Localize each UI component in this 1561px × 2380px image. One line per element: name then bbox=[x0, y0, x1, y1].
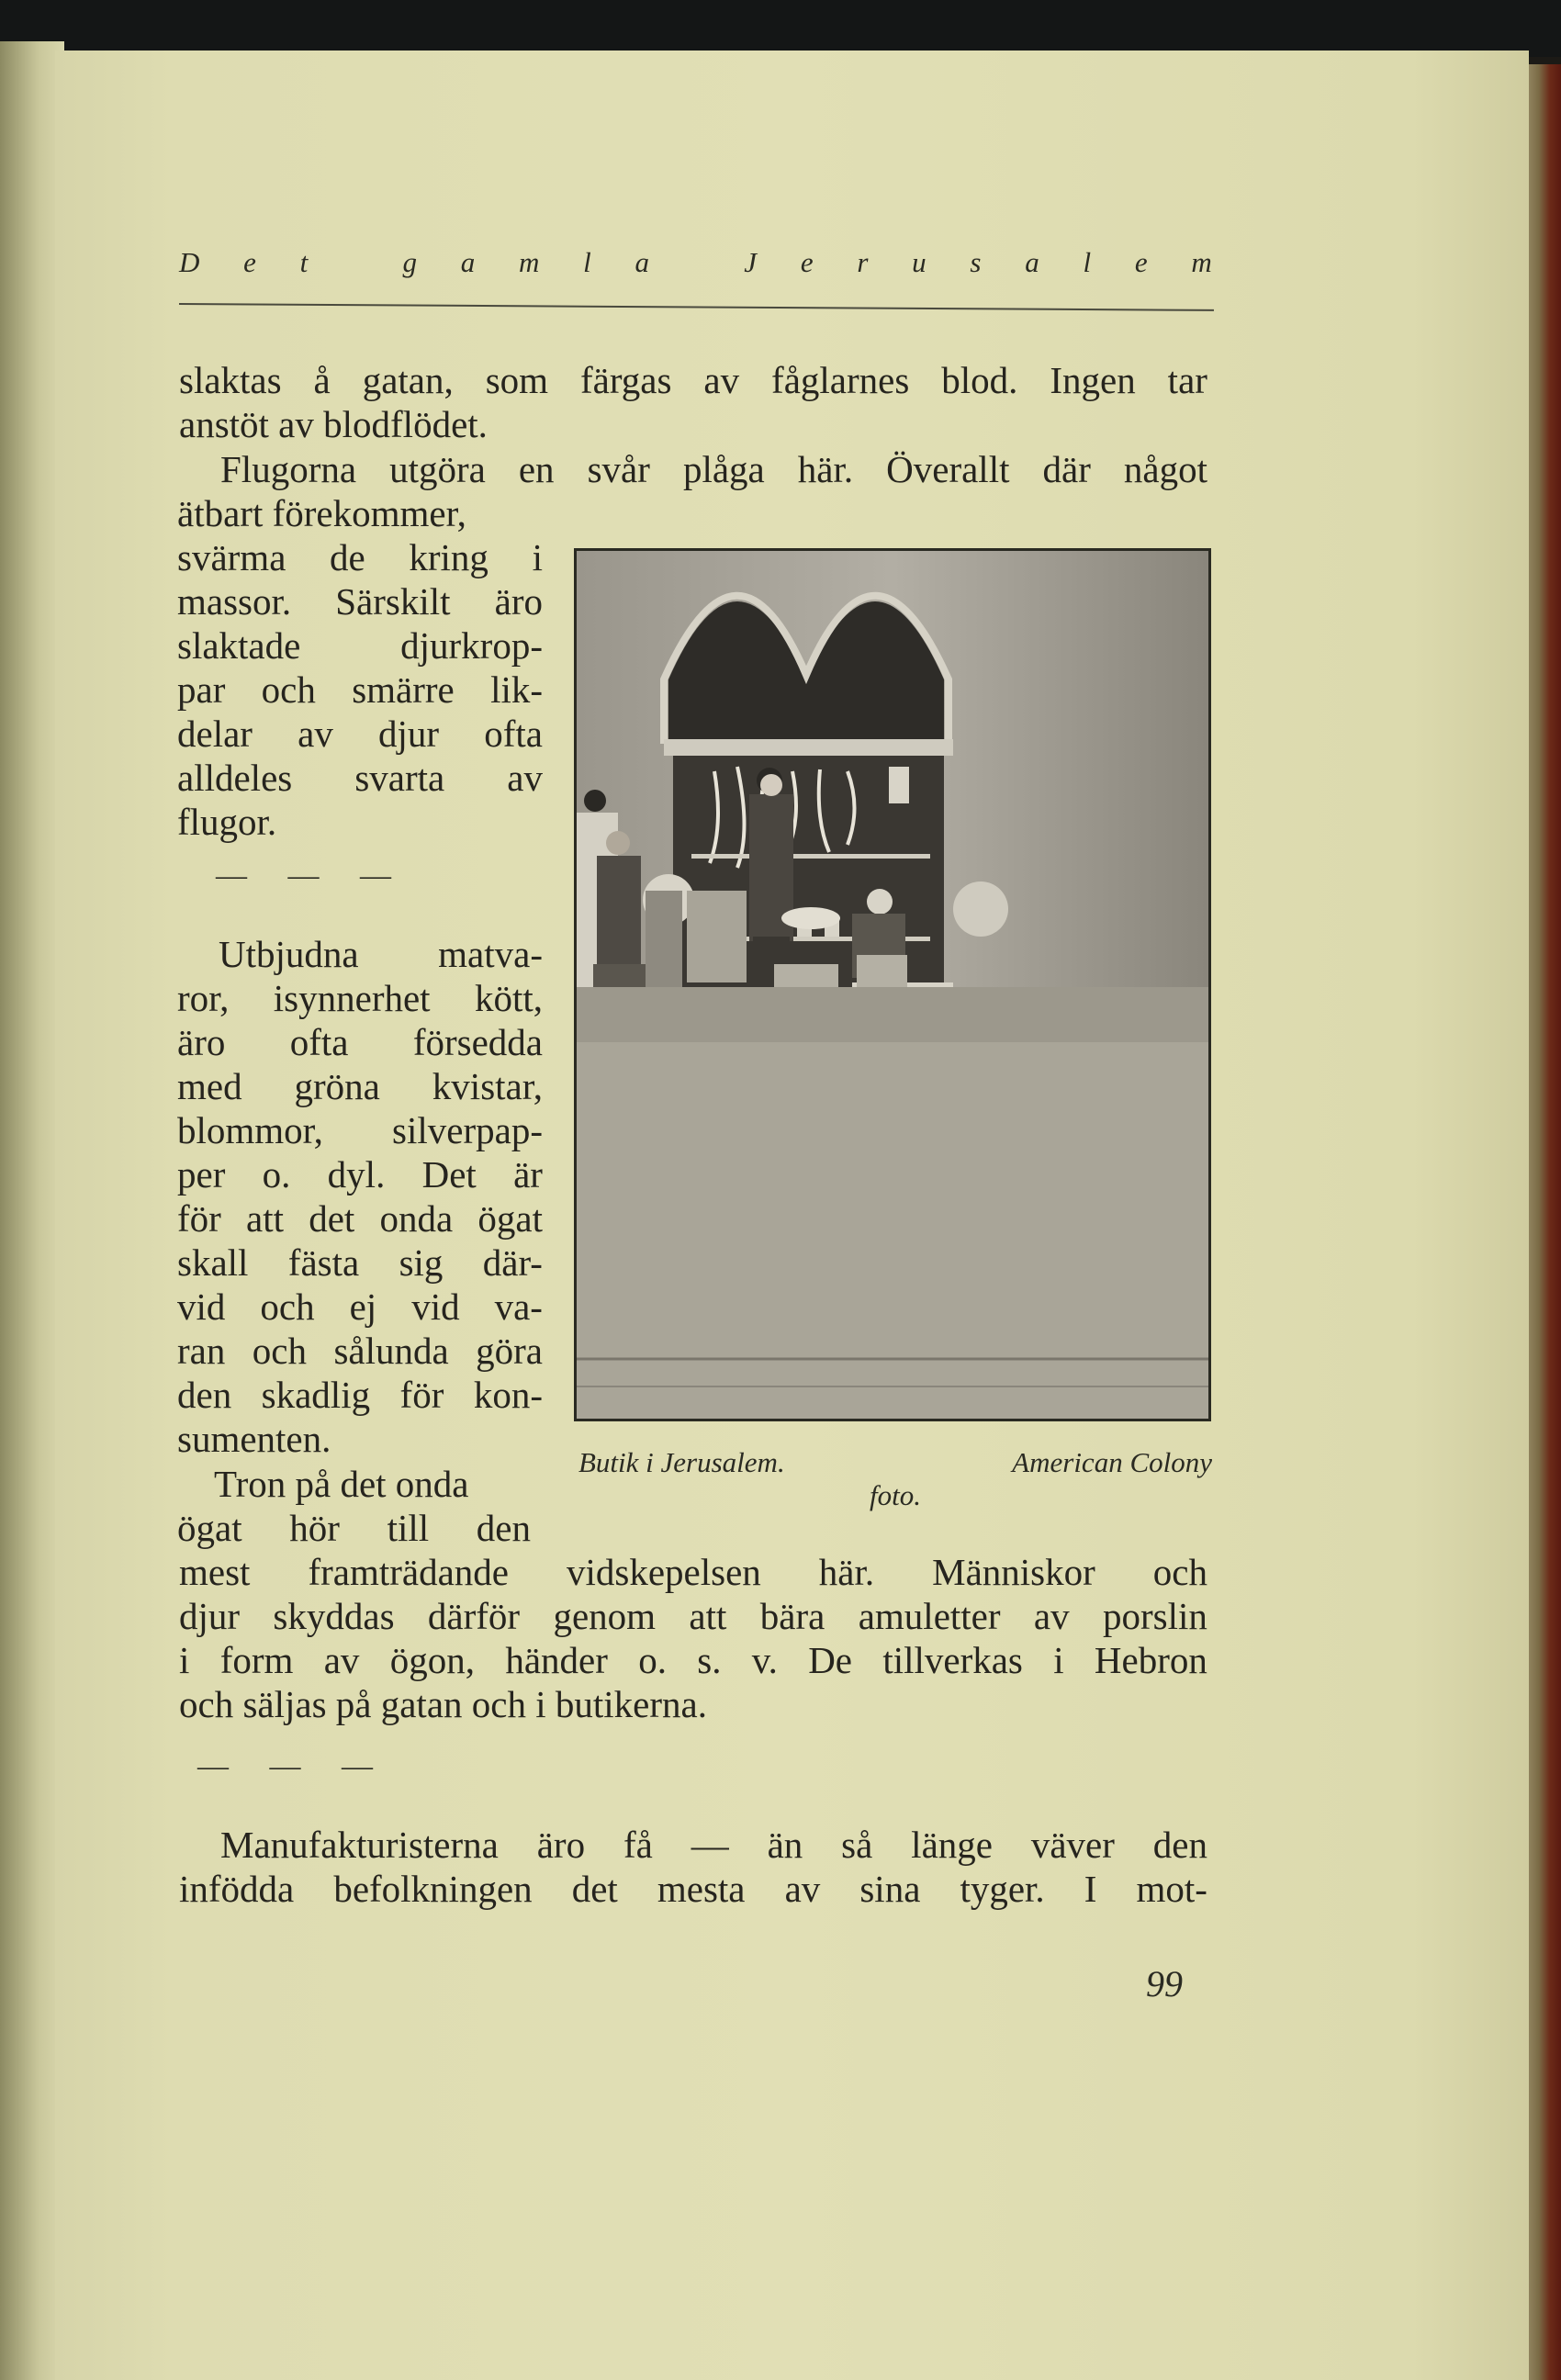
word: göra bbox=[476, 1330, 543, 1372]
running-head-letter: D bbox=[179, 246, 200, 278]
word: fästa bbox=[287, 1241, 360, 1284]
word: utgöra bbox=[389, 448, 486, 490]
word: v. bbox=[751, 1639, 778, 1681]
text-line bbox=[177, 535, 543, 579]
word: Särskilt bbox=[335, 580, 451, 623]
word: den bbox=[476, 1507, 531, 1549]
word: bära bbox=[759, 1595, 825, 1637]
word: sig bbox=[399, 1241, 444, 1284]
word: Människor bbox=[932, 1551, 1095, 1593]
text-line bbox=[179, 1594, 1207, 1638]
word: gröna bbox=[294, 1065, 380, 1107]
caption-title: Butik i Jerusalem. bbox=[578, 1446, 785, 1478]
text-line bbox=[177, 623, 543, 668]
word: i bbox=[1053, 1639, 1064, 1681]
word: en bbox=[518, 448, 555, 490]
word: därför bbox=[427, 1595, 521, 1637]
word: djurkrop- bbox=[400, 624, 543, 667]
text-line bbox=[177, 712, 543, 756]
word: är bbox=[513, 1153, 543, 1196]
running-head-letter: t bbox=[299, 246, 309, 278]
shop-photo-illustration bbox=[577, 551, 1208, 1419]
word: av bbox=[298, 713, 333, 755]
word: äro bbox=[494, 580, 543, 623]
word: sålunda bbox=[333, 1330, 449, 1372]
word: till bbox=[387, 1507, 430, 1549]
word: och bbox=[260, 1285, 315, 1328]
word: blod. bbox=[941, 359, 1018, 401]
paragraph-2-first-line bbox=[179, 447, 1207, 491]
word: porslin bbox=[1102, 1595, 1207, 1637]
text-line bbox=[179, 1823, 1207, 1867]
text-line bbox=[179, 447, 1207, 491]
shop-photograph bbox=[574, 548, 1211, 1421]
word: av bbox=[784, 1868, 821, 1910]
word: ror, bbox=[177, 977, 230, 1019]
word: det bbox=[309, 1197, 355, 1240]
word: massor. bbox=[177, 580, 292, 623]
text-line bbox=[177, 1196, 543, 1241]
word: av bbox=[507, 757, 543, 799]
scanner-background bbox=[0, 0, 1561, 57]
word: här. bbox=[818, 1551, 875, 1593]
word: s. bbox=[697, 1639, 722, 1681]
word: blommor, bbox=[177, 1109, 323, 1151]
running-head-letter bbox=[352, 246, 359, 279]
running-head-letter: m bbox=[1191, 246, 1212, 278]
text-line bbox=[177, 1064, 543, 1108]
word: tillverkas bbox=[882, 1639, 1023, 1681]
word: de bbox=[330, 536, 365, 578]
text-line: Tron på det onda bbox=[214, 1463, 469, 1505]
word: ögon, bbox=[389, 1639, 475, 1681]
caption-first-line bbox=[578, 1446, 1212, 1479]
word: väver bbox=[1030, 1824, 1115, 1866]
word: delar bbox=[177, 713, 253, 755]
running-head bbox=[179, 246, 1212, 279]
text-line: flugor. bbox=[177, 801, 277, 843]
running-head-letter: r bbox=[857, 246, 869, 278]
paragraph-4-column bbox=[177, 1462, 543, 1550]
text-line bbox=[179, 1550, 1207, 1594]
paragraph-2-column bbox=[177, 491, 543, 844]
section-separator: — — — bbox=[197, 1749, 389, 1783]
word: i bbox=[532, 536, 543, 578]
section-separator: — — — bbox=[216, 859, 408, 892]
word: Hebron bbox=[1094, 1639, 1207, 1681]
running-head-letter: a bbox=[460, 246, 476, 278]
running-head-letter: e bbox=[243, 246, 256, 278]
word: av bbox=[703, 359, 740, 401]
running-head-letter: m bbox=[519, 246, 540, 278]
text-line: och säljas på gatan och i butikerna. bbox=[179, 1683, 707, 1725]
text-line bbox=[177, 1241, 543, 1285]
word: Utbjudna bbox=[219, 933, 359, 975]
word: den bbox=[177, 1374, 232, 1416]
word: av bbox=[323, 1639, 360, 1681]
running-head-letter: e bbox=[800, 246, 814, 278]
caption-credit: American Colony bbox=[1012, 1446, 1212, 1478]
word: och bbox=[252, 1330, 307, 1372]
word: försedda bbox=[412, 1021, 543, 1063]
word: än bbox=[767, 1824, 803, 1866]
word: som bbox=[485, 359, 549, 401]
word: Manufakturisterna bbox=[220, 1824, 499, 1866]
word: ran bbox=[177, 1330, 226, 1372]
word: slaktade bbox=[177, 624, 301, 667]
word: där bbox=[1042, 448, 1091, 490]
word: händer bbox=[505, 1639, 608, 1681]
word: äro bbox=[177, 1021, 226, 1063]
text-line bbox=[177, 932, 543, 976]
running-head-letter bbox=[693, 246, 701, 279]
word: vidskepelsen bbox=[566, 1551, 761, 1593]
paragraph-3 bbox=[177, 932, 543, 1461]
word: kött, bbox=[474, 977, 543, 1019]
word: här. bbox=[797, 448, 854, 490]
word: gatan, bbox=[362, 359, 454, 401]
word: kvistar, bbox=[432, 1065, 543, 1107]
word: framträdande bbox=[308, 1551, 509, 1593]
book-cover-edge bbox=[1524, 64, 1561, 2380]
word: matva- bbox=[438, 933, 543, 975]
text-line bbox=[177, 1373, 543, 1417]
word: dyl. bbox=[327, 1153, 386, 1196]
text-line bbox=[177, 976, 543, 1020]
word: att bbox=[689, 1595, 727, 1637]
word: och bbox=[1152, 1551, 1207, 1593]
text-line bbox=[179, 358, 1207, 402]
word: sina bbox=[859, 1868, 921, 1910]
word: äro bbox=[536, 1824, 586, 1866]
running-head-letter: l bbox=[583, 246, 591, 278]
word: ej bbox=[349, 1285, 377, 1328]
word: par bbox=[177, 668, 226, 711]
word: och bbox=[261, 668, 316, 711]
word: I bbox=[1084, 1868, 1097, 1910]
paragraph-4 bbox=[179, 1550, 1207, 1726]
text-line: ätbart förekommer, bbox=[177, 492, 466, 534]
word: form bbox=[219, 1639, 294, 1681]
word: genom bbox=[553, 1595, 657, 1637]
word: vid bbox=[411, 1285, 460, 1328]
word: Det bbox=[421, 1153, 477, 1196]
word: Ingen bbox=[1050, 359, 1136, 401]
word: tyger. bbox=[960, 1868, 1045, 1910]
word: tar bbox=[1167, 359, 1207, 401]
running-head-letter: a bbox=[1025, 246, 1039, 278]
page-number: 99 bbox=[1146, 1963, 1183, 2004]
running-head-letter: u bbox=[912, 246, 926, 278]
word: De bbox=[808, 1639, 852, 1681]
word: mot- bbox=[1136, 1868, 1207, 1910]
word: lik- bbox=[490, 668, 543, 711]
word: länge bbox=[911, 1824, 993, 1866]
word: alldeles bbox=[177, 757, 293, 799]
text-line bbox=[177, 1285, 543, 1329]
word: att bbox=[246, 1197, 284, 1240]
text-line bbox=[179, 1638, 1207, 1682]
text-line bbox=[179, 1867, 1207, 1911]
word: ögat bbox=[177, 1507, 242, 1549]
word: något bbox=[1123, 448, 1207, 490]
text-line: anstöt av blodflödet. bbox=[179, 403, 488, 445]
word: där- bbox=[482, 1241, 543, 1284]
text-line bbox=[177, 1108, 543, 1152]
running-head-letter: a bbox=[635, 246, 650, 278]
text-line bbox=[177, 668, 543, 712]
word: med bbox=[177, 1065, 242, 1107]
photo-caption bbox=[578, 1446, 1212, 1512]
text-line bbox=[177, 756, 543, 800]
word: djur bbox=[179, 1595, 241, 1637]
word: djur bbox=[378, 713, 440, 755]
word: onda bbox=[379, 1197, 454, 1240]
word: silverpap- bbox=[392, 1109, 543, 1151]
word: kon- bbox=[473, 1374, 543, 1416]
word: å bbox=[313, 359, 331, 401]
word: ofta bbox=[484, 713, 543, 755]
word: fåglarnes bbox=[771, 359, 910, 401]
word: svarta bbox=[354, 757, 445, 799]
word: kring bbox=[409, 536, 489, 578]
word: plåga bbox=[682, 448, 765, 490]
word: skall bbox=[177, 1241, 249, 1284]
word: ögat bbox=[477, 1197, 543, 1240]
word: vid bbox=[177, 1285, 226, 1328]
word: per bbox=[177, 1153, 226, 1196]
text-line bbox=[177, 1506, 531, 1550]
word: smärre bbox=[352, 668, 455, 711]
text-line bbox=[177, 1020, 543, 1064]
text-line: sumenten. bbox=[177, 1418, 331, 1460]
text-line bbox=[177, 1152, 543, 1196]
word: — bbox=[691, 1824, 729, 1866]
word: skadlig bbox=[261, 1374, 371, 1416]
paragraph-5 bbox=[179, 1823, 1207, 1911]
word: befolkningen bbox=[333, 1868, 533, 1910]
word: svår bbox=[587, 448, 650, 490]
word: slaktas bbox=[179, 359, 282, 401]
word: färgas bbox=[580, 359, 672, 401]
word: för bbox=[177, 1197, 221, 1240]
word: mesta bbox=[657, 1868, 746, 1910]
word: få bbox=[623, 1824, 653, 1866]
word: isynnerhet bbox=[273, 977, 431, 1019]
word: skyddas bbox=[273, 1595, 395, 1637]
word: i bbox=[179, 1639, 190, 1681]
word: det bbox=[571, 1868, 618, 1910]
word: amuletter bbox=[858, 1595, 1001, 1637]
word: o. bbox=[262, 1153, 291, 1196]
running-head-letter: s bbox=[970, 246, 982, 278]
word: o. bbox=[638, 1639, 667, 1681]
word: svärma bbox=[177, 536, 286, 578]
word: för bbox=[399, 1374, 444, 1416]
word: Överallt bbox=[886, 448, 1010, 490]
word: Flugorna bbox=[220, 448, 357, 490]
paragraph-1 bbox=[179, 358, 1207, 446]
text-line bbox=[177, 579, 543, 623]
running-head-letter: e bbox=[1134, 246, 1148, 278]
running-head-letter: J bbox=[744, 246, 758, 278]
word: den bbox=[1152, 1824, 1207, 1866]
running-head-letter: g bbox=[402, 246, 418, 278]
text-line bbox=[177, 1329, 543, 1373]
caption-credit-continued: foto. bbox=[870, 1479, 921, 1511]
word: hör bbox=[289, 1507, 340, 1549]
word: infödda bbox=[179, 1868, 295, 1910]
word: mest bbox=[179, 1551, 251, 1593]
word: va- bbox=[494, 1285, 543, 1328]
word: ofta bbox=[289, 1021, 349, 1063]
word: så bbox=[841, 1824, 873, 1866]
running-head-letter: l bbox=[1083, 246, 1092, 278]
word: av bbox=[1033, 1595, 1070, 1637]
